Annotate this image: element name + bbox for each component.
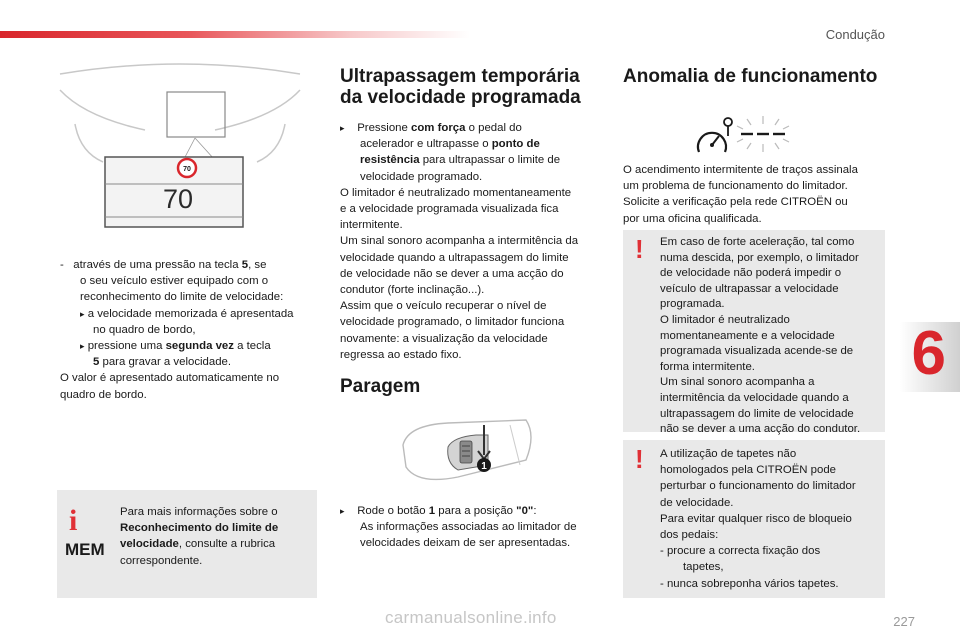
page-number: 227 [893, 614, 915, 629]
exceed-instruction: ▸ Pressione com força o pedal do acelerador e ultrapasse o ponto de resistência para ultrapassar o limite de velocidade programado. [340, 122, 561, 183]
display-speed-value: 70 [162, 184, 194, 214]
warning-text-mats: A utilização de tapetes não homologados pela CITROËN pode perturbar o funcionamento do limitador de velocidade. Para evitar qualquer risco de bloqueio dos pedais: - procure a correcta fixação dos tapetes, - nunca sobreponha vários tapetes. [660, 448, 856, 590]
memo-sub-1b: no quadro de bordo, [93, 323, 196, 336]
paragem-instruction: ▸ Rode o botão 1 para a posição "0": As informações associadas ao limitador de velocidades deixam de ser apresentadas. [340, 505, 577, 550]
warning-text-acceleration: Em caso de forte aceleração, tal como numa descida, por exemplo, o limitador de velocidade não poderá impedir o veículo de ultrapassar a velocidade programada. O limitador é neutralizado momentaneamente e a velocidade programada visualizada acende-se de forma intermitente. Um sinal sonoro acompanha a intermitência da velocidade quando a ultrapassagem do limite de velocidade não se dever a uma acção do condutor. [660, 236, 861, 436]
info-text: Para mais informações sobre o Reconhecimento do limite de velocidade, consulte a rubrica correspondente. [120, 506, 279, 567]
mem-icon: MEM [65, 540, 105, 559]
heading-paragem: Paragem [340, 376, 421, 397]
speed-limit-memory-text [60, 257, 322, 403]
heading-malfunction: Anomalia de funcionamento [623, 66, 878, 87]
memo-line-8: O valor é apresentado automaticamente no [60, 372, 280, 385]
memo-sub-2b: 5 para gravar a velocidade. [93, 356, 232, 369]
memo-sub-1: ▸ a velocidade memorizada é apresentada [80, 307, 294, 320]
memo-step-1: - através de uma pressão na tecla 5, se [60, 259, 267, 271]
info-icon: i [69, 504, 78, 537]
speed-sign-value: 70 [183, 166, 191, 173]
warning-icon: ! [635, 444, 644, 474]
warning-box-mats [623, 440, 885, 598]
warning-box-acceleration [623, 230, 885, 436]
stalk-button-number: 1 [481, 461, 487, 472]
temporary-exceed-section [340, 66, 602, 363]
memo-line-2: o seu veículo estiver equipado com o [80, 275, 269, 288]
control-stalk-illustration [398, 415, 538, 495]
header-accent-bar [0, 31, 470, 38]
speed-limiter-fault-icon [695, 112, 805, 160]
watermark: carmanualsonline.info [385, 608, 557, 627]
section-title: Condução [825, 27, 885, 42]
memo-line-9: quadro de bordo. [60, 388, 147, 401]
heading-temporary-exceed: Ultrapassagem temporária da velocidade programada [340, 66, 581, 108]
malfunction-text: O acendimento intermitente de traços assinala um problema de funcionamento do limitador. Solicite a verificação pela rede CITROËN ou por uma oficina qualificada. [623, 164, 858, 225]
instrument-cluster-illustration [55, 62, 305, 237]
exceed-explanation: O limitador é neutralizado momentaneamente e a velocidade programada visualizada fica intermitente. Um sinal sonoro acompanha a intermitência da velocidade quando a ultrapassagem do limite de velocidade não se dever a uma acção do condutor (forte inclinação...). Assim que o veículo recuperar o nível de velocidade programado, o limitador funciona novamente: a visualização da velocidade regressa ao estado fixo. [340, 186, 579, 361]
memo-line-3: reconhecimento do limite de velocidade: [80, 291, 284, 304]
info-box-mem [57, 490, 317, 598]
memo-sub-2: ▸ pressione uma segunda vez a tecla [80, 340, 271, 353]
warning-icon: ! [635, 234, 644, 264]
chapter-number: 6 [911, 319, 946, 388]
